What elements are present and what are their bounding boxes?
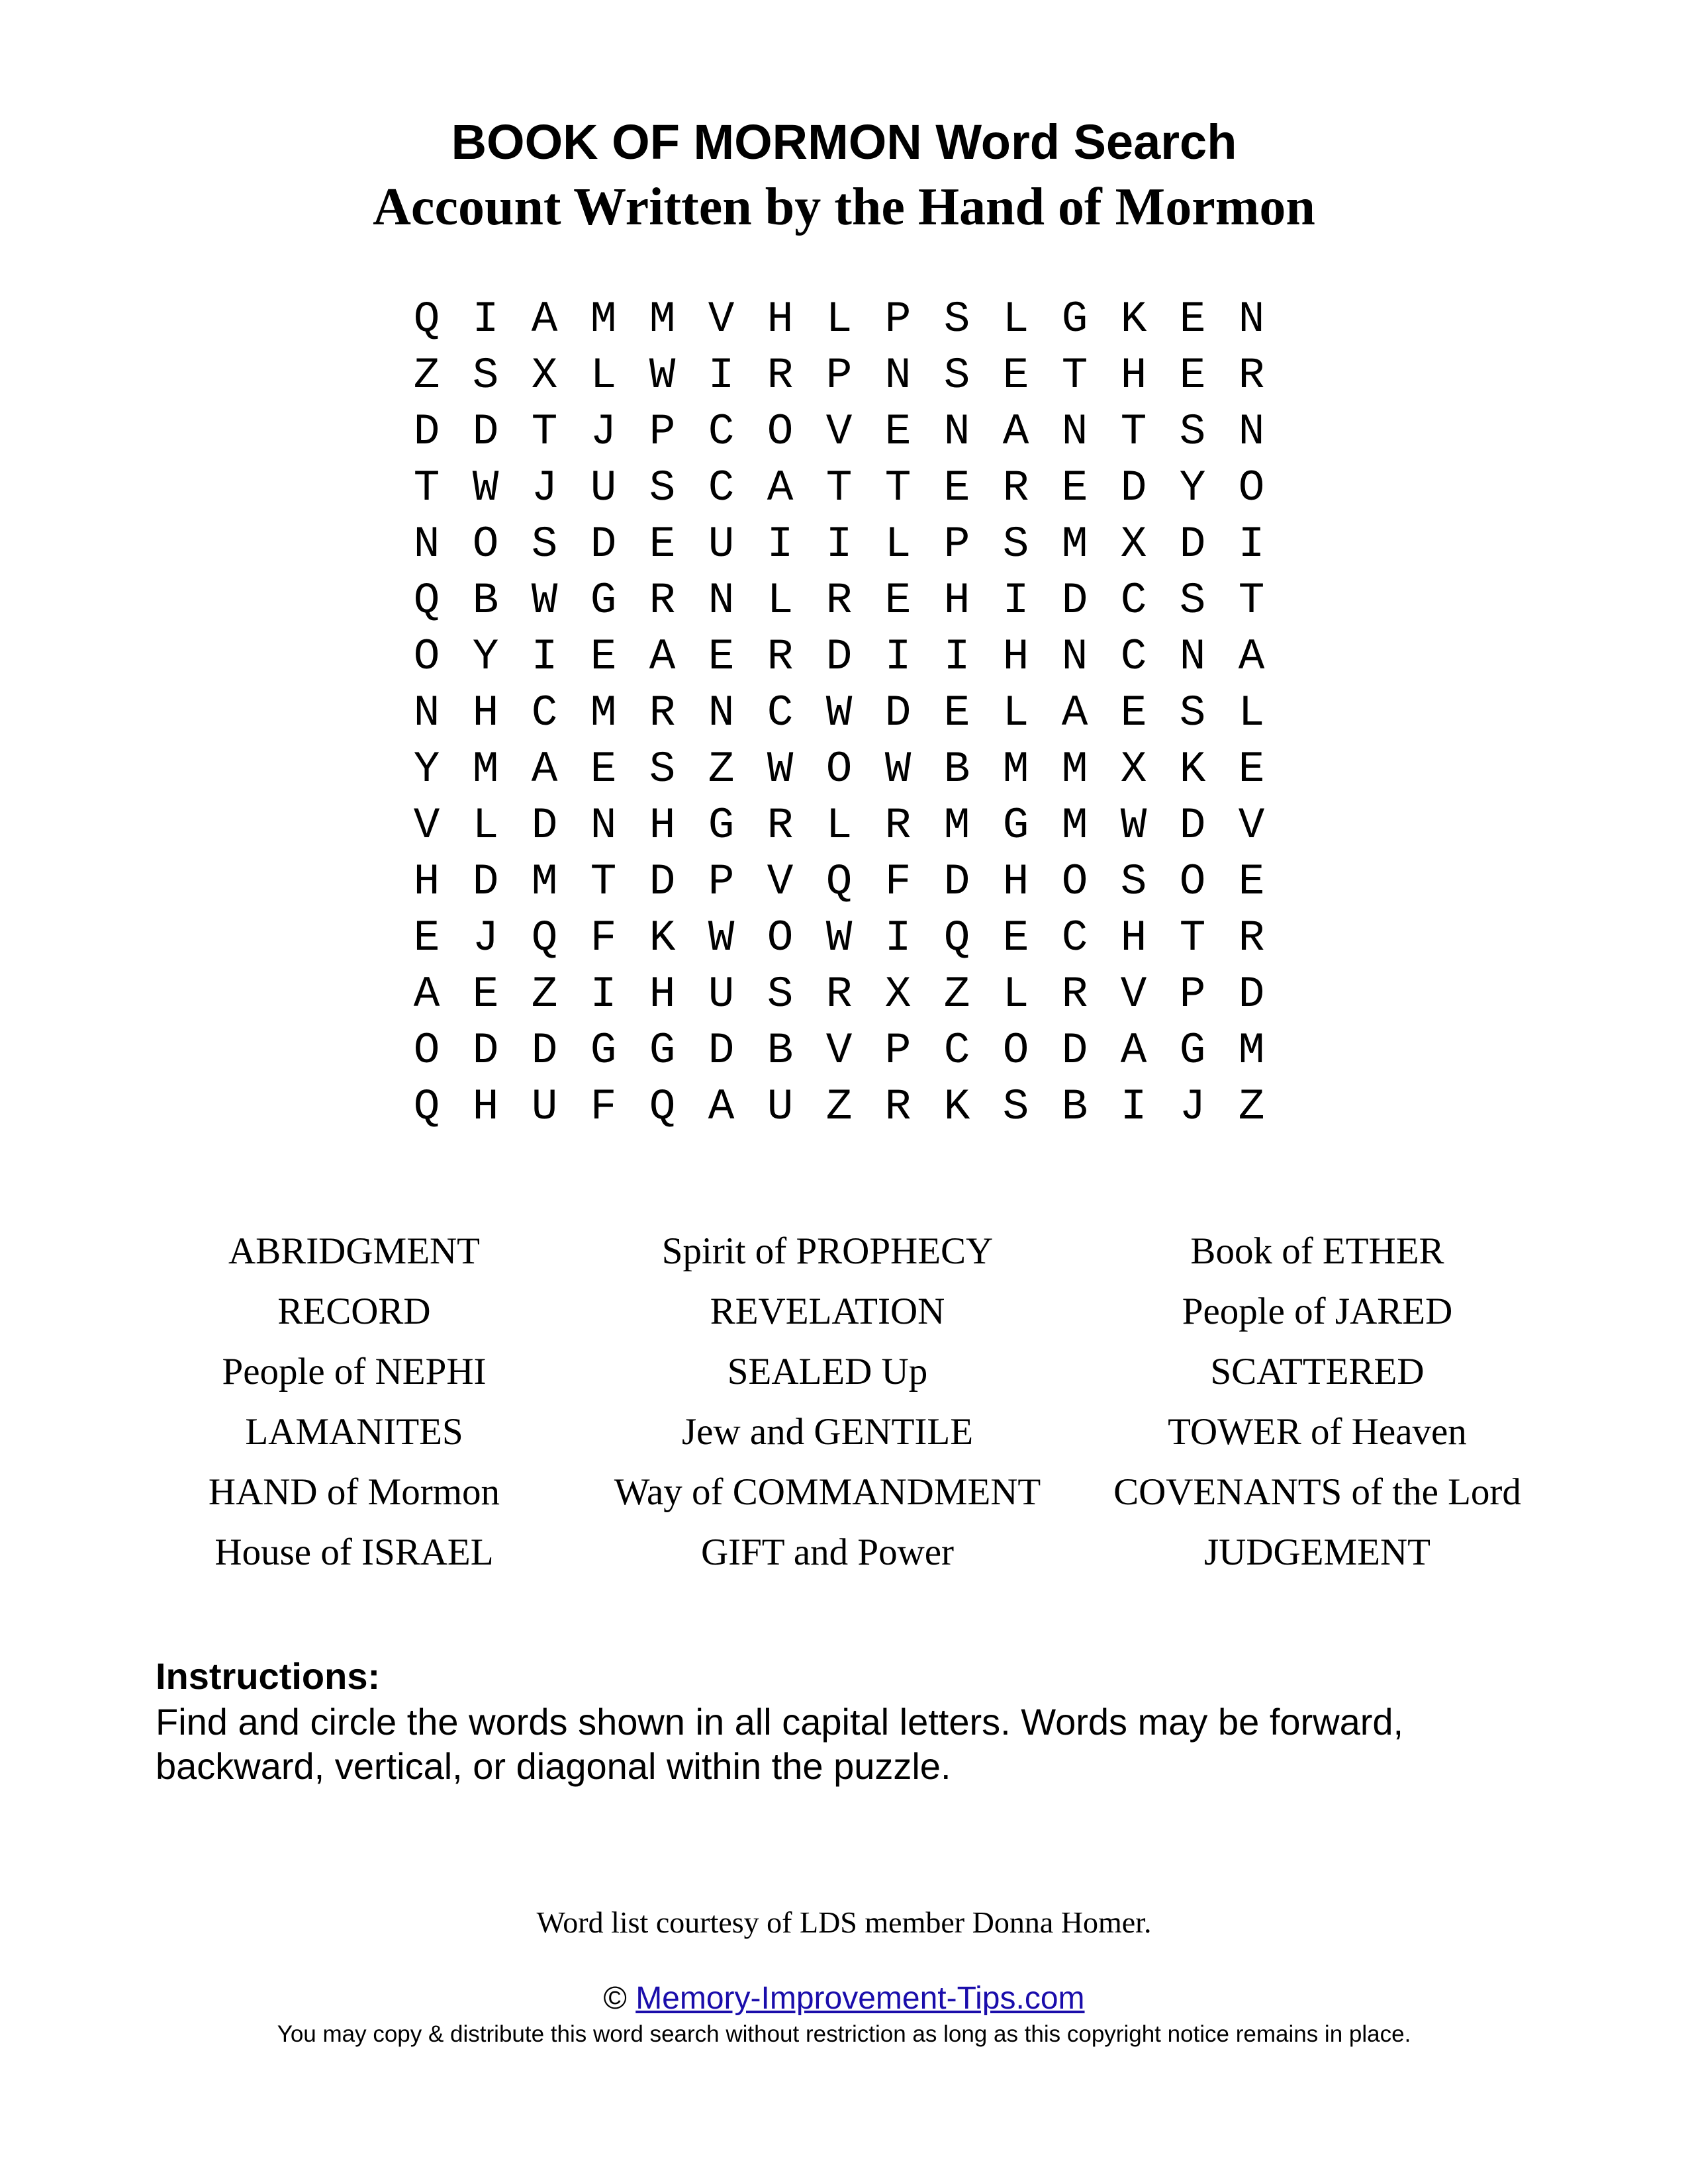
- grid-letter[interactable]: Z: [531, 970, 558, 1019]
- word-list-item: Jew and GENTILE: [681, 1411, 974, 1453]
- grid-letter[interactable]: M: [590, 688, 617, 738]
- grid-letter[interactable]: L: [884, 520, 912, 569]
- grid-letter[interactable]: I: [531, 632, 558, 682]
- word-search-grid: [397, 291, 1281, 1135]
- grid-letter[interactable]: J: [472, 913, 499, 963]
- grid-letter[interactable]: L: [472, 801, 499, 850]
- grid-letter[interactable]: Q: [943, 913, 970, 963]
- grid-letter[interactable]: E: [884, 576, 912, 625]
- word-list: [126, 1221, 1562, 1582]
- word-list-item: RECORD: [277, 1291, 431, 1332]
- grid-letter[interactable]: S: [767, 970, 794, 1019]
- grid-letter[interactable]: W: [472, 463, 499, 513]
- grid-letter[interactable]: L: [825, 801, 853, 850]
- word-list-item: SCATTERED: [1210, 1351, 1425, 1392]
- grid-letter[interactable]: A: [1120, 1026, 1147, 1075]
- grid-letter[interactable]: T: [590, 857, 617, 907]
- grid-letter[interactable]: N: [1061, 632, 1088, 682]
- grid-letter[interactable]: Q: [413, 576, 440, 625]
- grid-letter[interactable]: I: [767, 520, 794, 569]
- word-list-item: Spirit of PROPHECY: [661, 1230, 994, 1272]
- grid-letter[interactable]: D: [884, 688, 912, 738]
- grid-letter[interactable]: H: [649, 970, 676, 1019]
- word-list-item: TOWER of Heaven: [1168, 1411, 1467, 1453]
- grid-letter[interactable]: Q: [531, 913, 558, 963]
- grid-letter[interactable]: D: [1238, 970, 1265, 1019]
- grid-letter[interactable]: I: [884, 632, 912, 682]
- grid-letter[interactable]: R: [825, 576, 853, 625]
- copyright-line: [0, 1979, 1688, 2019]
- grid-letter[interactable]: H: [1120, 913, 1147, 963]
- grid-letter[interactable]: O: [767, 407, 794, 457]
- grid-letter[interactable]: N: [413, 520, 440, 569]
- grid-letter[interactable]: J: [1179, 1082, 1206, 1132]
- grid-letter[interactable]: A: [767, 463, 794, 513]
- grid-letter[interactable]: E: [1120, 688, 1147, 738]
- grid-letter[interactable]: X: [1120, 520, 1147, 569]
- grid-letter[interactable]: Q: [649, 1082, 676, 1132]
- grid-letter[interactable]: M: [943, 801, 970, 850]
- grid-letter[interactable]: B: [767, 1026, 794, 1075]
- grid-letter[interactable]: S: [943, 295, 970, 344]
- grid-letter[interactable]: D: [413, 407, 440, 457]
- grid-letter[interactable]: H: [1002, 632, 1029, 682]
- grid-letter[interactable]: D: [708, 1026, 735, 1075]
- grid-letter[interactable]: A: [1061, 688, 1088, 738]
- grid-letter[interactable]: R: [825, 970, 853, 1019]
- grid-letter[interactable]: Q: [413, 295, 440, 344]
- grid-letter[interactable]: A: [413, 970, 440, 1019]
- grid-letter[interactable]: M: [1061, 801, 1088, 850]
- grid-letter[interactable]: V: [1238, 801, 1265, 850]
- grid-letter[interactable]: O: [767, 913, 794, 963]
- grid-letter[interactable]: E: [413, 913, 440, 963]
- grid-letter[interactable]: K: [649, 913, 676, 963]
- grid-letter[interactable]: R: [884, 801, 912, 850]
- grid-letter[interactable]: R: [649, 688, 676, 738]
- grid-letter[interactable]: O: [472, 520, 499, 569]
- grid-letter[interactable]: N: [590, 801, 617, 850]
- grid-letter[interactable]: E: [943, 688, 970, 738]
- grid-letter[interactable]: E: [1179, 351, 1206, 400]
- grid-letter[interactable]: I: [1002, 576, 1029, 625]
- grid-letter[interactable]: N: [413, 688, 440, 738]
- grid-letter[interactable]: Q: [825, 857, 853, 907]
- grid-letter[interactable]: D: [472, 1026, 499, 1075]
- grid-letter[interactable]: L: [767, 576, 794, 625]
- grid-letter[interactable]: H: [649, 801, 676, 850]
- grid-letter[interactable]: D: [1061, 1026, 1088, 1075]
- grid-letter[interactable]: E: [590, 632, 617, 682]
- word-list-item: ABRIDGMENT: [228, 1230, 480, 1272]
- word-list-item: GIFT and Power: [700, 1531, 955, 1573]
- instructions-line-1: Find and circle the words shown in all capital letters. Words may be forward,: [156, 1701, 1404, 1743]
- grid-letter[interactable]: O: [1061, 857, 1088, 907]
- grid-letter[interactable]: S: [1179, 576, 1206, 625]
- instructions-heading: Instructions:: [156, 1655, 381, 1697]
- grid-letter[interactable]: C: [1120, 632, 1147, 682]
- grid-letter[interactable]: V: [825, 407, 853, 457]
- grid-letter[interactable]: R: [767, 351, 794, 400]
- grid-letter[interactable]: T: [884, 463, 912, 513]
- word-list-item: HAND of Mormon: [208, 1471, 500, 1513]
- grid-letter[interactable]: N: [708, 576, 735, 625]
- grid-letter[interactable]: M: [1238, 1026, 1265, 1075]
- grid-letter[interactable]: I: [472, 295, 499, 344]
- grid-letter[interactable]: S: [531, 520, 558, 569]
- grid-letter[interactable]: Z: [708, 745, 735, 794]
- grid-letter[interactable]: A: [708, 1082, 735, 1132]
- grid-letter[interactable]: D: [1120, 463, 1147, 513]
- grid-letter[interactable]: G: [649, 1026, 676, 1075]
- grid-letter[interactable]: A: [531, 745, 558, 794]
- grid-letter[interactable]: F: [590, 1082, 617, 1132]
- copyright-notice: You may copy & distribute this word search without restriction as long as this copyright notice remains in place.: [277, 2021, 1411, 2047]
- grid-letter[interactable]: G: [590, 576, 617, 625]
- grid-letter[interactable]: X: [884, 970, 912, 1019]
- grid-letter[interactable]: D: [1061, 576, 1088, 625]
- grid-letter[interactable]: O: [1002, 1026, 1029, 1075]
- grid-letter[interactable]: D: [649, 857, 676, 907]
- grid-letter[interactable]: E: [649, 520, 676, 569]
- grid-letter[interactable]: E: [1179, 295, 1206, 344]
- instructions-line-2: backward, vertical, or diagonal within the puzzle.: [156, 1745, 951, 1787]
- grid-letter[interactable]: L: [1238, 688, 1265, 738]
- grid-letter[interactable]: O: [413, 632, 440, 682]
- grid-letter[interactable]: T: [1179, 913, 1206, 963]
- grid-letter[interactable]: N: [1179, 632, 1206, 682]
- grid-letter[interactable]: H: [472, 1082, 499, 1132]
- grid-letter[interactable]: W: [825, 913, 853, 963]
- grid-letter[interactable]: I: [943, 632, 970, 682]
- grid-letter[interactable]: K: [1120, 295, 1147, 344]
- grid-letter[interactable]: W: [649, 351, 676, 400]
- grid-letter[interactable]: C: [943, 1026, 970, 1075]
- grid-letter[interactable]: L: [1002, 970, 1029, 1019]
- grid-letter[interactable]: L: [825, 295, 853, 344]
- word-list-item: COVENANTS of the Lord: [1113, 1471, 1521, 1513]
- grid-letter[interactable]: B: [1061, 1082, 1088, 1132]
- grid-letter[interactable]: I: [1238, 520, 1265, 569]
- grid-letter[interactable]: U: [590, 463, 617, 513]
- grid-letter[interactable]: S: [943, 351, 970, 400]
- grid-letter[interactable]: X: [1120, 745, 1147, 794]
- grid-letter[interactable]: P: [825, 351, 853, 400]
- word-list-item: LAMANITES: [245, 1411, 463, 1453]
- grid-letter[interactable]: I: [825, 520, 853, 569]
- grid-letter[interactable]: W: [708, 913, 735, 963]
- grid-letter[interactable]: S: [649, 745, 676, 794]
- grid-letter[interactable]: G: [1179, 1026, 1206, 1075]
- grid-letter[interactable]: P: [708, 857, 735, 907]
- grid-letter[interactable]: R: [1238, 351, 1265, 400]
- grid-letter[interactable]: H: [943, 576, 970, 625]
- grid-letter[interactable]: V: [708, 295, 735, 344]
- grid-letter[interactable]: K: [943, 1082, 970, 1132]
- grid-letter[interactable]: S: [1002, 1082, 1029, 1132]
- page-subtitle: Account Written by the Hand of Mormon: [373, 178, 1315, 236]
- grid-letter[interactable]: M: [1061, 745, 1088, 794]
- grid-letter[interactable]: U: [767, 1082, 794, 1132]
- grid-letter[interactable]: R: [1002, 463, 1029, 513]
- instructions-text: [156, 1700, 1546, 1788]
- grid-letter[interactable]: D: [472, 857, 499, 907]
- grid-letter[interactable]: W: [825, 688, 853, 738]
- word-list-item: People of JARED: [1182, 1291, 1453, 1332]
- grid-letter[interactable]: Z: [943, 970, 970, 1019]
- grid-letter[interactable]: R: [884, 1082, 912, 1132]
- grid-letter[interactable]: C: [531, 688, 558, 738]
- grid-letter[interactable]: B: [943, 745, 970, 794]
- grid-letter[interactable]: T: [1061, 351, 1088, 400]
- grid-letter[interactable]: S: [1179, 407, 1206, 457]
- grid-letter[interactable]: I: [1120, 1082, 1147, 1132]
- page-title: BOOK OF MORMON Word Search: [451, 114, 1237, 169]
- grid-letter[interactable]: S: [1120, 857, 1147, 907]
- grid-letter[interactable]: Z: [1238, 1082, 1265, 1132]
- grid-letter[interactable]: G: [590, 1026, 617, 1075]
- grid-letter[interactable]: H: [767, 295, 794, 344]
- grid-letter[interactable]: N: [884, 351, 912, 400]
- grid-letter[interactable]: E: [1002, 913, 1029, 963]
- grid-letter[interactable]: R: [767, 801, 794, 850]
- grid-letter[interactable]: E: [943, 463, 970, 513]
- grid-letter[interactable]: D: [1179, 520, 1206, 569]
- grid-letter[interactable]: M: [531, 857, 558, 907]
- grid-letter[interactable]: Z: [413, 351, 440, 400]
- word-list-column: [1072, 1221, 1562, 1582]
- grid-letter[interactable]: C: [708, 407, 735, 457]
- grid-letter[interactable]: H: [472, 688, 499, 738]
- grid-letter[interactable]: M: [472, 745, 499, 794]
- grid-letter[interactable]: D: [531, 801, 558, 850]
- grid-letter[interactable]: L: [1002, 295, 1029, 344]
- word-list-column: [126, 1221, 583, 1582]
- grid-letter[interactable]: D: [590, 520, 617, 569]
- grid-letter[interactable]: D: [531, 1026, 558, 1075]
- grid-letter[interactable]: V: [825, 1026, 853, 1075]
- grid-letter[interactable]: E: [472, 970, 499, 1019]
- grid-letter[interactable]: W: [767, 745, 794, 794]
- grid-letter[interactable]: F: [884, 857, 912, 907]
- grid-letter[interactable]: C: [1120, 576, 1147, 625]
- grid-letter[interactable]: M: [649, 295, 676, 344]
- grid-letter[interactable]: U: [531, 1082, 558, 1132]
- grid-letter[interactable]: R: [767, 632, 794, 682]
- grid-letter[interactable]: N: [1061, 407, 1088, 457]
- grid-letter[interactable]: E: [1238, 857, 1265, 907]
- grid-letter[interactable]: R: [1238, 913, 1265, 963]
- word-list-item: SEALED Up: [727, 1351, 928, 1392]
- grid-letter[interactable]: G: [1061, 295, 1088, 344]
- grid-letter[interactable]: P: [884, 295, 912, 344]
- grid-letter[interactable]: J: [590, 407, 617, 457]
- grid-letter[interactable]: C: [767, 688, 794, 738]
- grid-letter[interactable]: G: [1002, 801, 1029, 850]
- grid-letter[interactable]: O: [1238, 463, 1265, 513]
- word-list-item: JUDGEMENT: [1204, 1531, 1430, 1573]
- grid-letter[interactable]: T: [1120, 407, 1147, 457]
- grid-letter[interactable]: P: [1179, 970, 1206, 1019]
- grid-letter[interactable]: E: [884, 407, 912, 457]
- grid-letter[interactable]: F: [590, 913, 617, 963]
- grid-letter[interactable]: V: [413, 801, 440, 850]
- grid-letter[interactable]: O: [413, 1026, 440, 1075]
- grid-letter[interactable]: S: [1179, 688, 1206, 738]
- grid-letter[interactable]: I: [884, 913, 912, 963]
- word-list-item: People of NEPHI: [222, 1351, 487, 1392]
- grid-letter[interactable]: P: [943, 520, 970, 569]
- grid-letter[interactable]: O: [1179, 857, 1206, 907]
- grid-letter[interactable]: R: [1061, 970, 1088, 1019]
- grid-letter[interactable]: I: [590, 970, 617, 1019]
- word-list-item: Book of ETHER: [1190, 1230, 1444, 1272]
- grid-letter[interactable]: C: [708, 463, 735, 513]
- grid-letter[interactable]: A: [531, 295, 558, 344]
- grid-letter[interactable]: U: [708, 970, 735, 1019]
- grid-letter[interactable]: W: [531, 576, 558, 625]
- copyright-symbol: ©: [603, 1981, 627, 2016]
- grid-letter[interactable]: T: [531, 407, 558, 457]
- grid-letter[interactable]: Y: [1179, 463, 1206, 513]
- grid-letter[interactable]: I: [708, 351, 735, 400]
- grid-letter[interactable]: V: [767, 857, 794, 907]
- grid-letter[interactable]: L: [1002, 688, 1029, 738]
- word-list-item: Way of COMMANDMENT: [614, 1471, 1041, 1513]
- grid-letter[interactable]: K: [1179, 745, 1206, 794]
- grid-letter[interactable]: D: [472, 407, 499, 457]
- grid-letter[interactable]: P: [649, 407, 676, 457]
- grid-letter[interactable]: D: [1179, 801, 1206, 850]
- grid-letter[interactable]: S: [1002, 520, 1029, 569]
- grid-letter[interactable]: M: [1002, 745, 1029, 794]
- grid-letter[interactable]: V: [1120, 970, 1147, 1019]
- grid-letter[interactable]: W: [884, 745, 912, 794]
- grid-letter[interactable]: Z: [825, 1082, 853, 1132]
- grid-letter[interactable]: M: [1061, 520, 1088, 569]
- grid-letter[interactable]: O: [825, 745, 853, 794]
- grid-letter[interactable]: A: [1238, 632, 1265, 682]
- credit-line: Word list courtesy of LDS member Donna Homer.: [536, 1905, 1152, 1939]
- grid-letter[interactable]: H: [1002, 857, 1029, 907]
- grid-letter[interactable]: E: [708, 632, 735, 682]
- grid-letter[interactable]: H: [1120, 351, 1147, 400]
- grid-letter[interactable]: N: [1238, 407, 1265, 457]
- grid-letter[interactable]: D: [943, 857, 970, 907]
- word-list-item: House of ISRAEL: [214, 1531, 494, 1573]
- grid-letter[interactable]: C: [1061, 913, 1088, 963]
- website-link[interactable]: Memory-Improvement-Tips.com: [635, 1981, 1085, 2016]
- grid-letter[interactable]: S: [472, 351, 499, 400]
- grid-letter[interactable]: J: [531, 463, 558, 513]
- grid-letter[interactable]: Q: [413, 1082, 440, 1132]
- grid-letter[interactable]: E: [1238, 745, 1265, 794]
- word-list-column: [583, 1221, 1072, 1582]
- grid-letter[interactable]: U: [708, 520, 735, 569]
- grid-letter[interactable]: N: [1238, 295, 1265, 344]
- grid-letter[interactable]: B: [472, 576, 499, 625]
- grid-letter[interactable]: P: [884, 1026, 912, 1075]
- grid-letter[interactable]: T: [825, 463, 853, 513]
- grid-letter[interactable]: L: [590, 351, 617, 400]
- grid-letter[interactable]: G: [708, 801, 735, 850]
- grid-letter[interactable]: M: [590, 295, 617, 344]
- grid-letter[interactable]: A: [649, 632, 676, 682]
- grid-letter[interactable]: N: [708, 688, 735, 738]
- grid-letter[interactable]: H: [413, 857, 440, 907]
- grid-letter[interactable]: T: [1238, 576, 1265, 625]
- grid-letter[interactable]: E: [590, 745, 617, 794]
- grid-letter[interactable]: Y: [472, 632, 499, 682]
- grid-letter[interactable]: W: [1120, 801, 1147, 850]
- grid-letter[interactable]: D: [825, 632, 853, 682]
- grid-letter[interactable]: X: [531, 351, 558, 400]
- grid-letter[interactable]: E: [1061, 463, 1088, 513]
- grid-letter[interactable]: A: [1002, 407, 1029, 457]
- word-list-item: REVELATION: [710, 1291, 945, 1332]
- grid-letter[interactable]: E: [1002, 351, 1029, 400]
- grid-letter[interactable]: R: [649, 576, 676, 625]
- grid-letter[interactable]: Y: [413, 745, 440, 794]
- grid-letter[interactable]: N: [943, 407, 970, 457]
- grid-letter[interactable]: S: [649, 463, 676, 513]
- grid-letter[interactable]: T: [413, 463, 440, 513]
